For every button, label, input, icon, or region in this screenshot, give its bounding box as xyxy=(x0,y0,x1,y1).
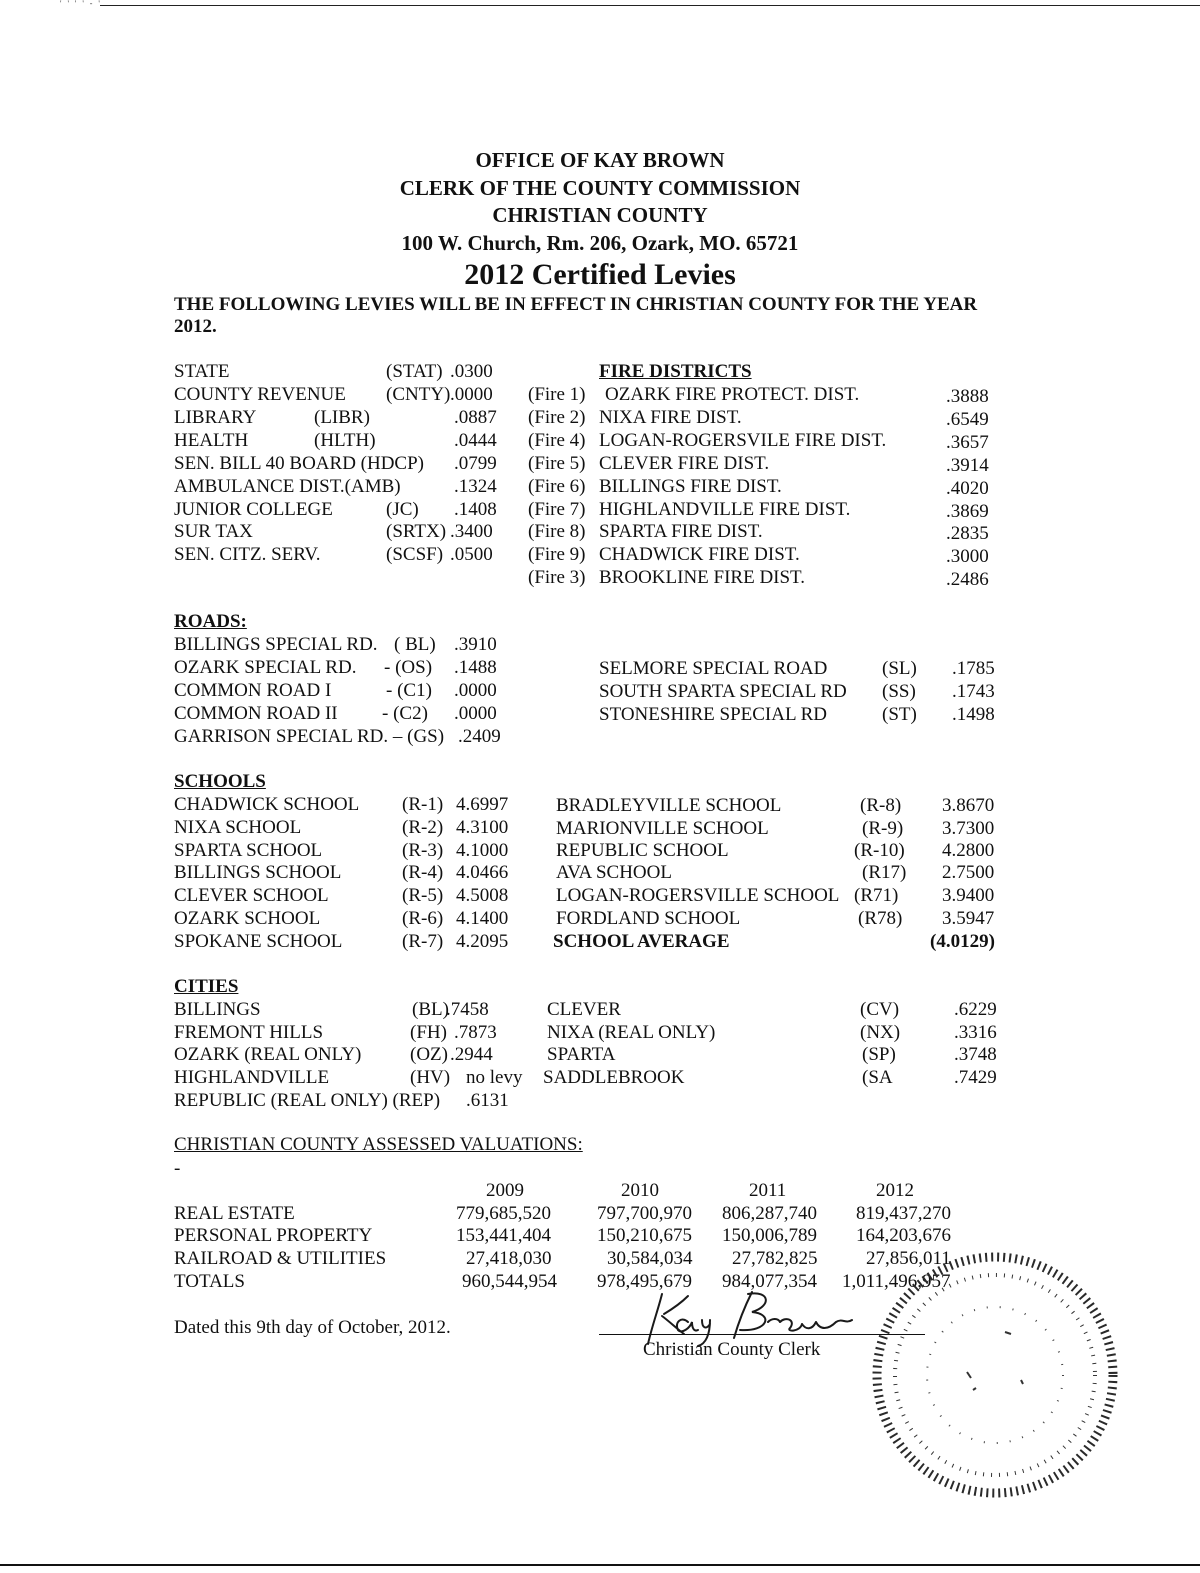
road-rate: .2409 xyxy=(458,726,501,747)
road-code: - (C1) xyxy=(386,680,432,701)
school-code: (R-9) xyxy=(862,818,904,839)
fire-code: (Fire 9) xyxy=(528,544,586,565)
road-code: (SS) xyxy=(882,681,916,702)
school-name: MARIONVILLE SCHOOL xyxy=(556,818,769,839)
school-rate: 3.7300 xyxy=(942,818,995,839)
school-rate: 3.5947 xyxy=(942,908,995,929)
road-code: (ST) xyxy=(882,704,917,725)
levy-code: (LIBR) xyxy=(314,407,370,428)
fire-code: (Fire 6) xyxy=(528,476,586,497)
city-rate: .7458 xyxy=(446,999,489,1020)
school-name: FORDLAND SCHOOL xyxy=(556,908,741,929)
city-rate: .7429 xyxy=(954,1067,997,1088)
city-rate: .6229 xyxy=(954,999,997,1020)
fire-rate: .3869 xyxy=(946,501,989,522)
road-code: - (OS) xyxy=(384,657,433,678)
county-line: CHRISTIAN COUNTY xyxy=(492,203,708,227)
valuation-label: PERSONAL PROPERTY xyxy=(174,1225,373,1246)
fire-rate: .2486 xyxy=(946,569,989,590)
city-name: HIGHLANDVILLE xyxy=(174,1067,330,1088)
city-name: BILLINGS xyxy=(174,999,261,1020)
school-rate: 4.3100 xyxy=(456,817,509,838)
school-name: SPOKANE SCHOOL xyxy=(174,931,343,952)
levy-name: JUNIOR COLLEGE xyxy=(174,499,333,520)
clerk-line: CLERK OF THE COUNTY COMMISSION xyxy=(399,176,801,200)
valuation-value: 153,441,404 xyxy=(456,1225,551,1246)
road-rate: .0000 xyxy=(454,703,497,724)
city-code: (CV) xyxy=(860,999,900,1020)
city-name: FREMONT HILLS xyxy=(174,1022,324,1043)
office-line: OFFICE OF KAY BROWN xyxy=(475,148,725,172)
school-name: AVA SCHOOL xyxy=(556,862,672,883)
valuation-value: 960,544,954 xyxy=(462,1271,557,1292)
valuation-value: 27,782,825 xyxy=(732,1248,818,1269)
levy-rate: .0500 xyxy=(450,544,493,565)
school-code: (R-2) xyxy=(402,817,444,838)
school-code: (R-3) xyxy=(402,840,444,861)
levy-name: SEN. BILL 40 BOARD (HDCP) xyxy=(174,453,424,474)
levy-rate: .1408 xyxy=(454,499,497,520)
year-header: 2011 xyxy=(749,1180,787,1201)
valuation-value: 797,700,970 xyxy=(597,1203,692,1224)
levy-code: (CNTY) xyxy=(386,384,451,405)
fire-name: CLEVER FIRE DIST. xyxy=(599,453,770,474)
city-name: OZARK (REAL ONLY) xyxy=(174,1044,362,1065)
levy-name: HEALTH xyxy=(174,430,249,451)
city-rate: .2944 xyxy=(450,1044,493,1065)
school-rate: 4.2095 xyxy=(456,931,509,952)
fire-rate: .2835 xyxy=(946,523,989,544)
city-rate: .3316 xyxy=(954,1022,997,1043)
levy-name: COUNTY REVENUE xyxy=(174,384,346,405)
levy-name: SEN. CITZ. SERV. xyxy=(174,544,321,565)
school-code: (R-10) xyxy=(854,840,905,861)
fire-rate: .4020 xyxy=(946,478,989,499)
city-code: (FH) xyxy=(410,1022,447,1043)
road-code: ( BL) xyxy=(394,634,436,655)
fire-rate: .3000 xyxy=(946,546,989,567)
school-rate: 4.0466 xyxy=(456,862,509,883)
road-rate: .1488 xyxy=(454,657,497,678)
fire-name: CHADWICK FIRE DIST. xyxy=(599,544,800,565)
top-rule xyxy=(100,5,1200,6)
city-rate: .3748 xyxy=(954,1044,997,1065)
school-rate: 2.7500 xyxy=(942,862,995,883)
dated-line: Dated this 9th day of October, 2012. xyxy=(174,1317,451,1338)
levy-rate: .3400 xyxy=(450,521,493,542)
city-code: (SA xyxy=(862,1067,893,1088)
school-code: (R-4) xyxy=(402,862,444,883)
school-name: BRADLEYVILLE SCHOOL xyxy=(556,795,782,816)
levy-rate: .0799 xyxy=(454,453,497,474)
city-name: CLEVER xyxy=(547,999,621,1020)
valuation-value: 806,287,740 xyxy=(722,1203,817,1224)
road-name: SELMORE SPECIAL ROAD xyxy=(599,658,828,679)
valuation-value: 984,077,354 xyxy=(722,1271,817,1292)
fire-name: SPARTA FIRE DIST. xyxy=(599,521,763,542)
school-rate: 3.9400 xyxy=(942,885,995,906)
road-rate: .1498 xyxy=(952,704,995,725)
school-code: (R-6) xyxy=(402,908,444,929)
road-name: SOUTH SPARTA SPECIAL RD xyxy=(599,681,847,702)
fire-code: (Fire 7) xyxy=(528,499,586,520)
fire-name: OZARK FIRE PROTECT. DIST. xyxy=(605,384,860,405)
fire-code: (Fire 8) xyxy=(528,521,586,542)
valuation-label: RAILROAD & UTILITIES xyxy=(174,1248,387,1269)
city-code: (NX) xyxy=(860,1022,901,1043)
city-code: (OZ) xyxy=(410,1044,448,1065)
levy-name: STATE xyxy=(174,361,230,382)
school-name: LOGAN-ROGERSVILLE SCHOOL xyxy=(556,885,840,906)
city-code: (BL) xyxy=(412,999,449,1020)
fire-rate: .6549 xyxy=(946,409,989,430)
city-code: (HV) xyxy=(410,1067,451,1088)
fire-name: BROOKLINE FIRE DIST. xyxy=(599,567,806,588)
school-name: SPARTA SCHOOL xyxy=(174,840,323,861)
valuation-value: 164,203,676 xyxy=(856,1225,951,1246)
fire-districts-heading: FIRE DISTRICTS xyxy=(599,361,752,382)
road-code: - (C2) xyxy=(382,703,428,724)
fire-rate: .3657 xyxy=(946,432,989,453)
school-rate: 4.6997 xyxy=(456,794,509,815)
levy-name: SUR TAX xyxy=(174,521,253,542)
school-code: (R78) xyxy=(858,908,903,929)
dash-mark: - xyxy=(174,1158,181,1179)
valuation-label: REAL ESTATE xyxy=(174,1203,295,1224)
road-code: (SL) xyxy=(882,658,917,679)
levy-rate: .1324 xyxy=(454,476,497,497)
fire-code: (Fire 3) xyxy=(528,567,586,588)
school-code: (R-7) xyxy=(402,931,444,952)
road-rate: .1743 xyxy=(952,681,995,702)
address-line: 100 W. Church, Rm. 206, Ozark, MO. 65721 xyxy=(401,231,799,255)
fire-code: (Fire 4) xyxy=(528,430,586,451)
notice-text: THE FOLLOWING LEVIES WILL BE IN EFFECT IN CHRISTIAN COUNTY FOR THE YEAR 2012. xyxy=(174,294,978,337)
cities-heading: CITIES xyxy=(174,976,239,997)
levy-code: (SCSF) xyxy=(386,544,444,565)
city-rate: .7873 xyxy=(454,1022,497,1043)
valuation-value: 819,437,270 xyxy=(856,1203,951,1224)
levy-rate: .0444 xyxy=(454,430,497,451)
levy-rate: .0300 xyxy=(450,361,493,382)
roads-heading: ROADS: xyxy=(174,611,247,632)
road-name: COMMON ROAD I xyxy=(174,680,332,701)
levy-rate: .0887 xyxy=(454,407,497,428)
fire-name: LOGAN-ROGERSVILE FIRE DIST. xyxy=(599,430,887,451)
road-name: BILLINGS SPECIAL RD. xyxy=(174,634,378,655)
road-name: GARRISON SPECIAL RD. – (GS) xyxy=(174,726,445,747)
fire-name: NIXA FIRE DIST. xyxy=(599,407,742,428)
fire-name: BILLINGS FIRE DIST. xyxy=(599,476,782,497)
valuation-value: 150,210,675 xyxy=(597,1225,692,1246)
road-name: OZARK SPECIAL RD. xyxy=(174,657,357,678)
valuations-heading: CHRISTIAN COUNTY ASSESSED VALUATIONS: xyxy=(174,1134,583,1155)
levy-name: AMBULANCE DIST.(AMB) xyxy=(174,476,401,497)
schools-heading: SCHOOLS xyxy=(174,771,266,792)
valuation-value: 1,011,496,957 xyxy=(842,1271,951,1292)
school-code: (R-5) xyxy=(402,885,444,906)
year-header: 2009 xyxy=(486,1180,524,1201)
valuation-value: 150,006,789 xyxy=(722,1225,817,1246)
fire-rate: .3914 xyxy=(946,455,989,476)
valuation-value: 30,584,034 xyxy=(607,1248,693,1269)
school-name: NIXA SCHOOL xyxy=(174,817,302,838)
road-name: COMMON ROAD II xyxy=(174,703,338,724)
valuation-value: 27,418,030 xyxy=(466,1248,552,1269)
school-rate: 4.2800 xyxy=(942,840,995,861)
county-seal-stamp xyxy=(855,1240,1135,1510)
road-rate: .1785 xyxy=(952,658,995,679)
school-name: REPUBLIC SCHOOL xyxy=(556,840,729,861)
school-average-value: (4.0129) xyxy=(930,931,995,952)
levy-code: (HLTH) xyxy=(314,430,376,451)
school-name: BILLINGS SCHOOL xyxy=(174,862,342,883)
fire-rate: .3888 xyxy=(946,386,989,407)
levy-code: (STAT) xyxy=(386,361,443,382)
road-name: STONESHIRE SPECIAL RD xyxy=(599,704,828,725)
year-header: 2012 xyxy=(876,1180,914,1201)
levy-name: LIBRARY xyxy=(174,407,257,428)
school-average-label: SCHOOL AVERAGE xyxy=(553,931,730,952)
school-rate: 4.1000 xyxy=(456,840,509,861)
scan-marks: ' ' ' ' - ' . . . xyxy=(60,0,126,8)
school-code: (R17) xyxy=(862,862,907,883)
city-rate: .6131 xyxy=(466,1090,509,1111)
levy-code: (JC) xyxy=(386,499,419,520)
city-code: (SP) xyxy=(862,1044,896,1065)
school-name: CHADWICK SCHOOL xyxy=(174,794,360,815)
signer-title: Christian County Clerk xyxy=(643,1339,821,1360)
fire-name: HIGHLANDVILLE FIRE DIST. xyxy=(599,499,851,520)
city-name: NIXA (REAL ONLY) xyxy=(547,1022,716,1043)
valuation-value: 978,495,679 xyxy=(597,1271,692,1292)
school-rate: 4.1400 xyxy=(456,908,509,929)
valuation-value: 779,685,520 xyxy=(456,1203,551,1224)
document-title: 2012 Certified Levies xyxy=(464,258,736,291)
school-name: CLEVER SCHOOL xyxy=(174,885,329,906)
levy-code: (SRTX) xyxy=(386,521,447,542)
fire-code: (Fire 1) xyxy=(528,384,586,405)
bottom-rule xyxy=(0,1564,1200,1566)
fire-code: (Fire 2) xyxy=(528,407,586,428)
city-name: SADDLEBROOK xyxy=(543,1067,685,1088)
fire-code: (Fire 5) xyxy=(528,453,586,474)
road-rate: .0000 xyxy=(454,680,497,701)
valuation-value: 27,856,011 xyxy=(866,1248,951,1269)
city-name: REPUBLIC (REAL ONLY) (REP) xyxy=(174,1090,441,1111)
school-code: (R-8) xyxy=(860,795,902,816)
city-name: SPARTA xyxy=(547,1044,616,1065)
valuation-label: TOTALS xyxy=(174,1271,245,1292)
year-header: 2010 xyxy=(621,1180,659,1201)
school-rate: 4.5008 xyxy=(456,885,509,906)
school-code: (R71) xyxy=(854,885,899,906)
school-code: (R-1) xyxy=(402,794,444,815)
school-rate: 3.8670 xyxy=(942,795,995,816)
road-rate: .3910 xyxy=(454,634,497,655)
school-name: OZARK SCHOOL xyxy=(174,908,321,929)
levy-rate: .0000 xyxy=(450,384,493,405)
city-rate: no levy xyxy=(466,1067,523,1088)
